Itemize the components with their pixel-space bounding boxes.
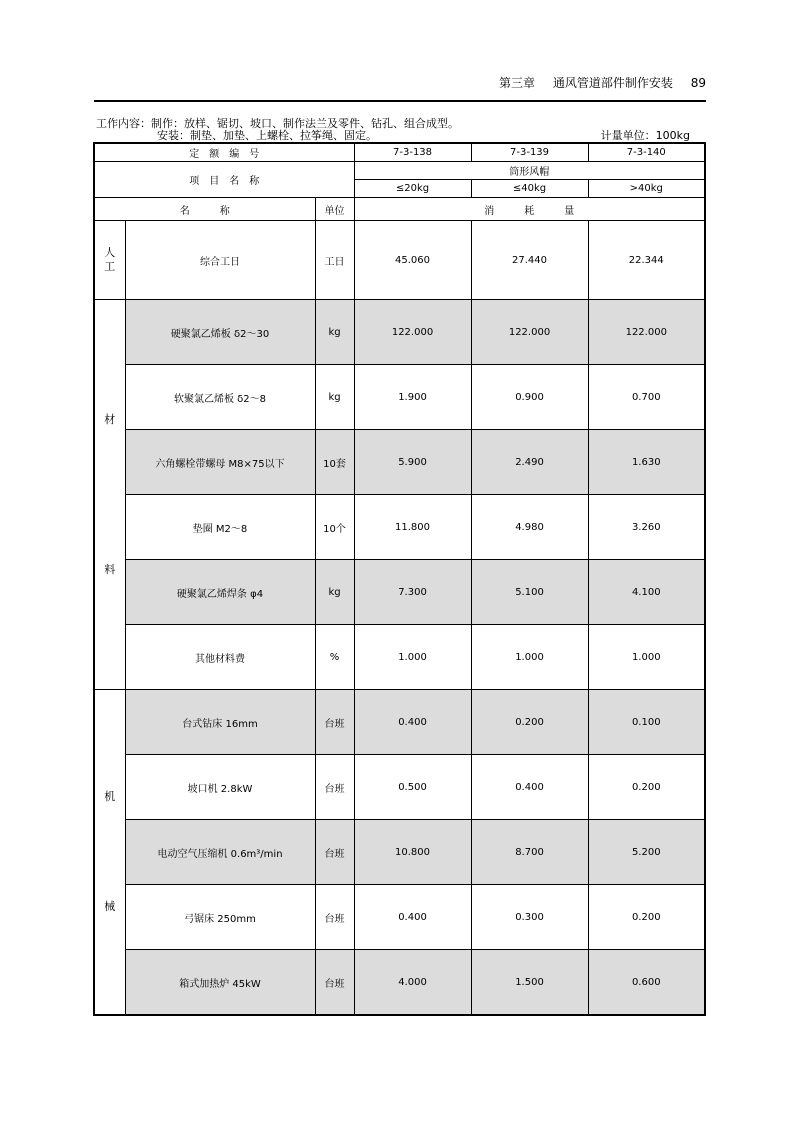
table-row (94, 885, 705, 950)
table-row (94, 430, 705, 495)
quota-code-label: 定 额 编 号 (94, 143, 354, 162)
quota-code-row (94, 143, 705, 162)
item-spec: ≤20kg (354, 180, 471, 198)
row-value: 7.300 (354, 560, 471, 625)
row-unit: kg (315, 560, 354, 625)
row-value: 0.700 (588, 365, 705, 430)
row-value: 27.440 (471, 221, 588, 300)
row-value: 122.000 (354, 300, 471, 365)
row-value: 1.000 (588, 625, 705, 690)
row-unit: 10套 (315, 430, 354, 495)
row-name: 软聚氯乙烯板 δ2～8 (125, 365, 315, 430)
row-value: 1.630 (588, 430, 705, 495)
row-value: 1.900 (354, 365, 471, 430)
quota-code: 7-3-138 (354, 143, 471, 162)
row-unit: 台班 (315, 755, 354, 820)
table-row (94, 820, 705, 885)
column-header-name: 名 称 (94, 198, 315, 221)
quota-code: 7-3-140 (588, 143, 705, 162)
page-header (94, 74, 706, 94)
row-name: 硬聚氯乙烯板 δ2～30 (125, 300, 315, 365)
row-value: 1.500 (471, 950, 588, 1016)
chapter-label: 第三章 (499, 76, 536, 90)
row-unit: 台班 (315, 820, 354, 885)
row-value: 0.400 (471, 755, 588, 820)
row-unit: 台班 (315, 885, 354, 950)
column-header-row (94, 198, 705, 221)
row-value: 0.200 (471, 690, 588, 755)
item-name-label: 项 目 名 称 (94, 162, 354, 198)
row-name: 垫圈 M2～8 (125, 495, 315, 560)
row-unit: kg (315, 300, 354, 365)
row-unit: % (315, 625, 354, 690)
row-value: 10.800 (354, 820, 471, 885)
table-row (94, 365, 705, 430)
row-value: 22.344 (588, 221, 705, 300)
row-value: 122.000 (588, 300, 705, 365)
row-name: 其他材料费 (125, 625, 315, 690)
row-name: 弓锯床 250mm (125, 885, 315, 950)
row-value: 0.600 (588, 950, 705, 1016)
row-name: 坡口机 2.8kW (125, 755, 315, 820)
row-value: 11.800 (354, 495, 471, 560)
table-row (94, 690, 705, 755)
table-row (94, 755, 705, 820)
category-labor: 人 工 (94, 221, 125, 300)
row-unit: 台班 (315, 950, 354, 1016)
table-row (94, 560, 705, 625)
item-spec: >40kg (588, 180, 705, 198)
row-value: 45.060 (354, 221, 471, 300)
row-value: 4.980 (471, 495, 588, 560)
row-value: 0.900 (471, 365, 588, 430)
row-value: 0.400 (354, 885, 471, 950)
row-value: 122.000 (471, 300, 588, 365)
table-row (94, 950, 705, 1016)
row-value: 5.100 (471, 560, 588, 625)
header-rule (94, 100, 706, 102)
column-header-consumption: 消 耗 量 (354, 198, 705, 221)
table-row (94, 221, 705, 300)
row-name: 硬聚氯乙烯焊条 φ4 (125, 560, 315, 625)
table-row (94, 625, 705, 690)
row-value: 3.260 (588, 495, 705, 560)
row-name: 综合工日 (125, 221, 315, 300)
item-group-row (94, 162, 705, 180)
unit-note: 计量单位：100kg (600, 129, 690, 142)
row-unit: kg (315, 365, 354, 430)
item-spec: ≤40kg (471, 180, 588, 198)
row-value: 0.500 (354, 755, 471, 820)
row-name: 箱式加热炉 45kW (125, 950, 315, 1016)
page-number: 89 (690, 76, 706, 90)
row-value: 2.490 (471, 430, 588, 495)
quota-code: 7-3-139 (471, 143, 588, 162)
row-name: 六角螺栓带螺母 M8×75以下 (125, 430, 315, 495)
row-unit: 工日 (315, 221, 354, 300)
work-content-line-1: 工作内容：制作：放样、锯切、坡口、制作法兰及零件、钻孔、组合成型。 (96, 117, 459, 130)
row-value: 0.400 (354, 690, 471, 755)
row-value: 8.700 (471, 820, 588, 885)
column-header-unit: 单位 (315, 198, 354, 221)
row-value: 0.300 (471, 885, 588, 950)
row-name: 台式钻床 16mm (125, 690, 315, 755)
row-name: 电动空气压缩机 0.6m³/min (125, 820, 315, 885)
work-content-line-2: 安装：制垫、加垫、上螺栓、拉筝绳、固定。 (157, 129, 377, 142)
row-value: 0.200 (588, 885, 705, 950)
table-row (94, 300, 705, 365)
category-machine: 机 械 (94, 690, 125, 1016)
row-value: 4.100 (588, 560, 705, 625)
row-value: 0.200 (588, 755, 705, 820)
row-unit: 台班 (315, 690, 354, 755)
row-value: 5.900 (354, 430, 471, 495)
row-value: 1.000 (471, 625, 588, 690)
item-group-name: 筒形风帽 (354, 162, 705, 180)
table-row (94, 495, 705, 560)
row-value: 5.200 (588, 820, 705, 885)
quota-table (93, 142, 706, 1016)
section-title: 通风管道部件制作安装 (552, 76, 673, 90)
row-value: 0.100 (588, 690, 705, 755)
row-unit: 10个 (315, 495, 354, 560)
row-value: 1.000 (354, 625, 471, 690)
category-material: 材 料 (94, 300, 125, 690)
row-value: 4.000 (354, 950, 471, 1016)
